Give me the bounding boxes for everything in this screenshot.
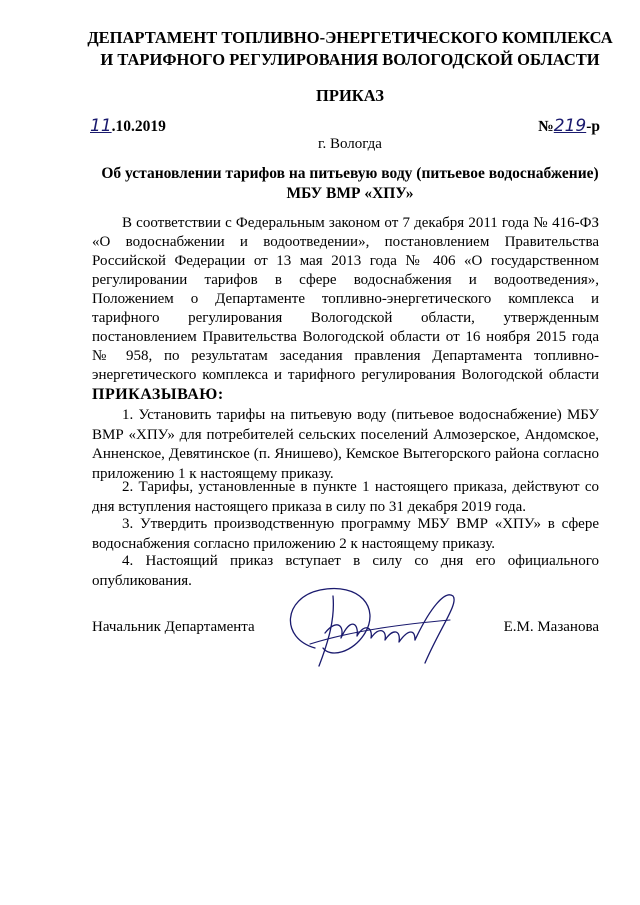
signature-strokes bbox=[325, 624, 415, 642]
order-number bbox=[538, 116, 600, 136]
order-item-2: 2. Тарифы, установленные в пункте 1 настоящего приказа, действуют со дня вступления настоящего приказа в силу по 31 декабря 2019 года. bbox=[92, 479, 599, 515]
city: г. Вологда bbox=[318, 136, 382, 152]
order-date-day: 11 bbox=[90, 116, 112, 136]
signer-position: Начальник Департамента bbox=[92, 619, 255, 635]
preamble-paragraph bbox=[92, 214, 599, 405]
order-item-3: 3. Утвердить производственную программу МБУ ВМР «ХПУ» в сфере водоснабжения согласно приложению 2 к настоящему приказу. bbox=[92, 516, 599, 552]
order-number-value: 219 bbox=[553, 116, 587, 136]
department-line-1: ДЕПАРТАМЕНТ ТОПЛИВНО-ЭНЕРГЕТИЧЕСКОГО КОМПЛЕКСА bbox=[87, 28, 613, 47]
document-type: ПРИКАЗ bbox=[316, 86, 384, 105]
order-date-rest: .10.2019 bbox=[111, 118, 166, 135]
department-header bbox=[60, 27, 640, 71]
signature-loop bbox=[290, 589, 370, 653]
order-subject bbox=[60, 164, 640, 204]
signer-name: Е.М. Мазанова bbox=[503, 619, 599, 635]
subject-line-1: Об установлении тарифов на питьевую воду (питьевое водоснабжение) bbox=[101, 165, 599, 182]
date-number-line bbox=[90, 116, 600, 136]
order-number-prefix: № bbox=[538, 118, 554, 135]
order-item-4: 4. Настоящий приказ вступает в силу со дня его официального опубликования. bbox=[92, 553, 599, 589]
signature-flourish bbox=[415, 595, 454, 663]
order-date bbox=[90, 116, 166, 136]
handwritten-signature bbox=[275, 578, 475, 673]
order-number-suffix: -р bbox=[586, 118, 600, 135]
subject-line-2: МБУ ВМР «ХПУ» bbox=[286, 185, 414, 202]
department-line-2: И ТАРИФНОГО РЕГУЛИРОВАНИЯ ВОЛОГОДСКОЙ ОБЛАСТИ bbox=[100, 50, 600, 69]
decree-word: ПРИКАЗЫВАЮ: bbox=[92, 386, 224, 403]
order-item-1: 1. Установить тарифы на питьевую воду (питьевое водоснабжение) МБУ ВМР «ХПУ» для потребителей сельских поселений Алмозерское, Андомское, Анненское, Девятинское (п. Янишево), Кемское Вытегорского района согласно приложению 1 к настоящему приказу. bbox=[92, 407, 599, 482]
preamble-text: В соответствии с Федеральным законом от 7 декабря 2011 года № 416-ФЗ «О водоснабжении и водоотведении», постановлением Правительства Российской Федерации от 13 мая 2013 года № 406 «О государственном регулировании тарифов в сфере водоснабжения и водоотведения», Положением о Департаменте топливно-энергетического комплекса и тарифного регулирования Вологодской области, утвержденным постановлением Правительства Вологодской области от 16 ноября 2015 года № 958, по результатам заседания правления Департамента топливно-энергетического комплекса и тарифного регулирования Вологодской области bbox=[92, 215, 599, 383]
